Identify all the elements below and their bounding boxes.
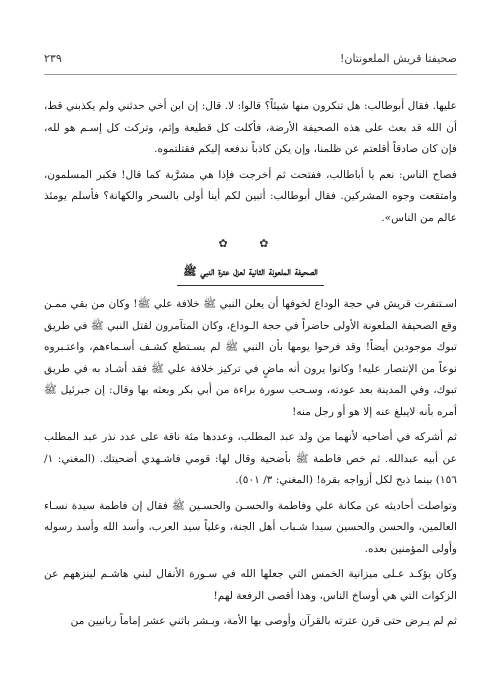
running-header: [44, 52, 457, 65]
paragraph: عليها. فقال أبوطالب: هل تنكرون منها شيئاً؟ قالوا: لا. قال: إن ابن أخي حدثني ولم يكذبني قط، أن الله قد بعث على هذه الصحيفة الأرضة، فأكلت كل قطيعة وإثم، وتركت كل إسـم هو لله، فإن كان صادقاً أقلعتم عن ظلمنا، وإن يكن كاذباً ندفعه إليكم فقتلتموه.: [44, 100, 457, 155]
paragraph: وكان يؤكـد عـلى ميزانية الخمس التي جعلها الله في سـورة الأنفال لبني هاشـم لينزههم عن الزكوات التي هي أوساخ الناس، وهذا أقصى الرفعة لهم!: [44, 568, 457, 602]
paragraph: فصاح الناس: نعم يا أباطالب، ففتحت ثم أخرجت فإذا هي مشرَّبة كما قال! فكبر المسلمون، وامتقعت وجوه المشركين. فقال أبوطالب: أتبين لكم أينا أولى بالسحر والكهانة؟ فأسلم يومئذ عالم من الناس».: [44, 168, 457, 224]
body-text: [44, 96, 457, 637]
section-heading-text: الصحيفة الملعونة الثانية لعزل عترة النبي ﷺ: [177, 261, 324, 287]
running-title: صحيفتا قريش الملعونتان!: [339, 52, 457, 65]
page-number: ٢٣٩: [44, 52, 62, 65]
header-rule: [44, 74, 457, 75]
paragraph: وتواصلت أحاديثه عن مكانة علي وفاطمة والحسـن والحسـين ﷺ فقال إن فاطمة سيدة نسـاء العالمين، والحسن والحسين سيدا شـباب أهل الجنة، وعلياً سيد العرب، وأسد الله وأسد رسوله وأولى المؤمنين بعده.: [44, 499, 457, 555]
paragraph: ثم أشركه في أضاحيه لأنهما من ولد عبد المطلب، وعددها مئة ناقة على عدد نذر عبد المطلب عن أبيه عبدالله. ثم خص فاطمة ﷺ بأضحية وقال لها: قومي فاشـهدي أضحيتك. (المغني: ١/ ١٥٦) بينما ذبح لكل أزواجه بقرة! (المغني: ٣/ ٥٠١).: [44, 431, 457, 486]
section-heading: [44, 261, 457, 287]
ornament-divider: ✿ ✿: [218, 237, 283, 250]
paragraph: ثم لم يـرض حتى قرن عترته بالقرآن وأوصى بها الأمة، وبـشر باثني عشر إماماً ربانيين من: [70, 615, 457, 627]
paragraph: اسـتنفرت قريش في حجة الوداع لخوفها أن يعلن النبي ﷺ خلافة علي ﷺ! وكان من بقي ممـن وقع الصحيفة الملعونة الأولى حاضراً في حجة الـوداع، وكان المتآمرون لقتل النبي ﷺ في طريق تبوك موجودين أيضاً! وقد فرحوا يومها بأن النبي ﷺ لم يسـتطع كشـف أسـماءهم، واعتـبروه نوعاً من الإنتصار عليه! وكانوا يرون أنه ماضٍ في تركيز خلافة علي ﷺ فقد أشـاد به في طريق تبوك، وفي المدينة بعد عودته، وسـحب سورة براءة من أبي بكر وبعثه بها وقال: إن جبرئيل ﷺ أمره بأنه لايبلغ عنه إلا هو أو رجل منه!: [44, 298, 457, 418]
